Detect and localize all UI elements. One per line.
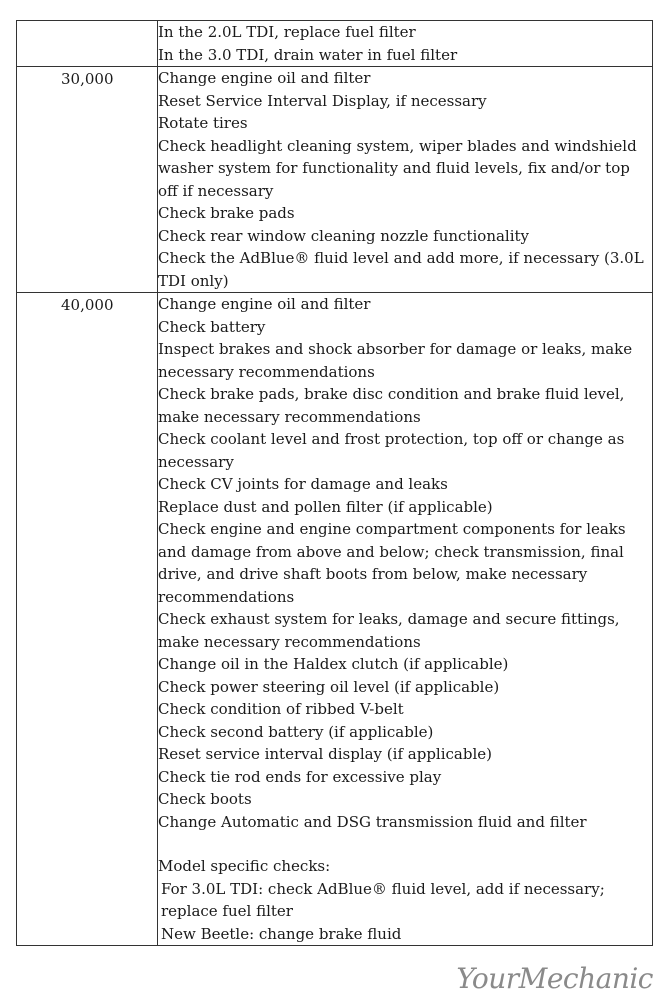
table-row (17, 67, 653, 293)
task-item: Change engine oil and filter (158, 295, 371, 313)
task-item: Change engine oil and filter (158, 69, 371, 87)
task-item: Check rear window cleaning nozzle functionality (158, 226, 530, 245)
schedule-table (16, 20, 653, 946)
task-item: Check second battery (if applicable) (158, 722, 434, 741)
task-list (158, 67, 653, 293)
model-specific-item: For 3.0L TDI: check AdBlue® fluid level, add if necessary; replace fuel filter (161, 879, 605, 920)
table-row (17, 21, 653, 67)
task-item: Check exhaust system for leaks, damage and secure fittings, make necessary recommendations (158, 610, 620, 651)
mileage-cell (17, 67, 158, 293)
table-row (17, 293, 653, 946)
task-item: Inspect brakes and shock absorber for damage or leaks, make necessary recommendations (158, 340, 633, 381)
task-item: Reset Service Interval Display, if necessary (158, 91, 487, 110)
task-list (158, 21, 653, 67)
spacer (158, 833, 652, 855)
task-item: Check boots (158, 790, 252, 808)
model-specific-heading: Model specific checks: (158, 857, 331, 875)
yourmechanic-logo: YourMechanic (456, 962, 653, 995)
task-item: Check headlight cleaning system, wiper blades and windshield washer system for functionality and fluid levels, fix and/or top off if necessary (158, 136, 637, 200)
mileage-label (17, 21, 157, 22)
task-item: Replace dust and pollen filter (if applicable) (158, 497, 493, 516)
task-item: Reset service interval display (if applicable) (158, 745, 492, 763)
task-item: Change Automatic and DSG transmission fluid and filter (158, 812, 587, 831)
task-item: Check condition of ribbed V-belt (158, 700, 404, 718)
task-item: Check CV joints for damage and leaks (158, 475, 448, 493)
task-item: In the 2.0L TDI, replace fuel filter (158, 23, 416, 41)
mileage-cell (17, 293, 158, 946)
task-item: Check brake pads (158, 204, 295, 222)
task-item: Check brake pads, brake disc condition and brake fluid level, make necessary recommendations (158, 385, 625, 426)
mileage-label: 30,000 (61, 70, 114, 88)
task-item: Check the AdBlue® fluid level and add more, if necessary (3.0L TDI only) (158, 249, 644, 290)
task-item: Check tie rod ends for excessive play (158, 767, 442, 786)
task-item: Check engine and engine compartment components for leaks and damage from above and below; check transmission, final drive, and drive shaft boots from below, make necessary recommendations (158, 520, 626, 606)
mileage-cell (17, 21, 158, 67)
task-item: In the 3.0 TDI, drain water in fuel filter (158, 45, 458, 64)
mileage-label: 40,000 (61, 296, 114, 314)
task-list (158, 293, 653, 946)
task-item: Check coolant level and frost protection, top off or change as necessary (158, 430, 625, 471)
model-specific-item: New Beetle: change brake fluid (161, 924, 402, 943)
task-item: Change oil in the Haldex clutch (if applicable) (158, 655, 509, 673)
task-item: Rotate tires (158, 114, 248, 132)
maintenance-schedule (16, 20, 653, 946)
task-item: Check battery (158, 317, 266, 336)
task-item: Check power steering oil level (if applicable) (158, 677, 500, 696)
